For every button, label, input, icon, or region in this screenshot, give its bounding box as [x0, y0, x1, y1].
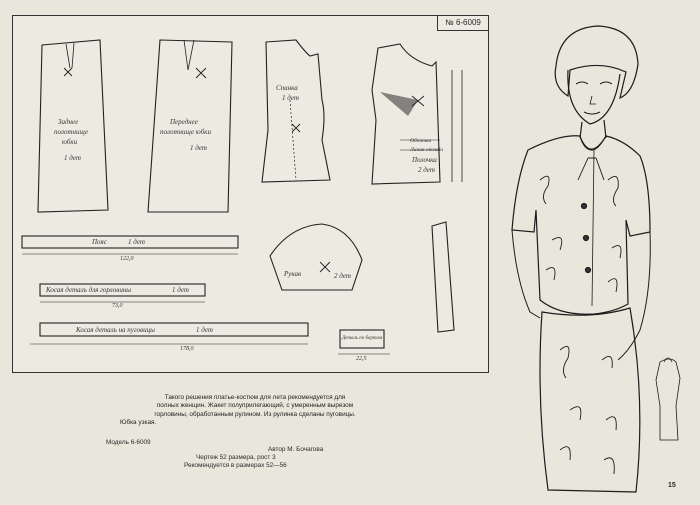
skirt-front-label-2: полотнище юбки: [160, 128, 211, 136]
trim-strip-label: Деталь по бортам: [342, 336, 383, 341]
belt-label: Пояс: [92, 238, 107, 246]
collar-length: 73,0: [112, 303, 123, 309]
skirt-back-label-1: Заднее: [58, 118, 79, 126]
spec-line-2: Рекомендуется в размерах 52—56: [184, 462, 287, 469]
skirt-front-label-3: 1 дет: [190, 144, 207, 152]
author-line: Автор М. Бочагова: [268, 446, 324, 453]
spec-line-1: Чертеж 52 размера, рост 3: [196, 454, 276, 461]
back-label-1: Спинка: [276, 84, 298, 92]
buttons-length: 178,0: [180, 346, 194, 352]
belt-count: 1 дет: [128, 238, 145, 246]
back-label-2: 1 дет: [282, 94, 299, 102]
sleeve-label-1: Рукав: [284, 270, 302, 278]
front-label-1: Полочка: [412, 156, 437, 164]
front-label-2: 2 дет: [418, 166, 435, 174]
jacket-outline: [512, 136, 650, 314]
skirt-front-label-1: Переднее: [170, 118, 198, 126]
fold-line-label: Линия отгиба: [410, 147, 444, 153]
bias-collar-count: 1 дет: [172, 286, 189, 294]
description-caption: [120, 394, 390, 428]
facing-length: 22,5: [356, 356, 367, 362]
sleeve-label-2: 2 дет: [334, 272, 351, 280]
facing-label: Обтачка: [410, 138, 432, 144]
caption-line-3: горловины, обработанным рулином. Из рулинка сделаны пуговицы.: [154, 410, 356, 418]
skirt-back-label-4: 1 дет: [64, 154, 81, 162]
model-line: Модель 6-6009: [106, 439, 151, 446]
model-number-box: № 6-6009: [437, 15, 488, 31]
small-figure: [656, 359, 680, 440]
bias-buttons-label: Косая деталь на пуговицы: [76, 326, 155, 334]
page-number: 15: [668, 482, 676, 489]
caption-line-2: полных женщин. Жакет полуприлегающий, с умеренным вырезом: [156, 402, 354, 410]
bias-buttons-count: 1 дет: [196, 326, 213, 334]
skirt-outline: [540, 308, 640, 492]
skirt-back-label-3: юбки: [62, 138, 78, 146]
belt-length: 122,0: [120, 256, 134, 262]
bias-collar-label: Косая деталь для горловины: [46, 286, 132, 294]
caption-line-4: Юбка узкая.: [120, 419, 157, 427]
skirt-back-label-2: полотнище: [54, 128, 89, 136]
caption-line-1: Такого решения платье-костюм для лета рекомендуется для: [164, 394, 346, 401]
